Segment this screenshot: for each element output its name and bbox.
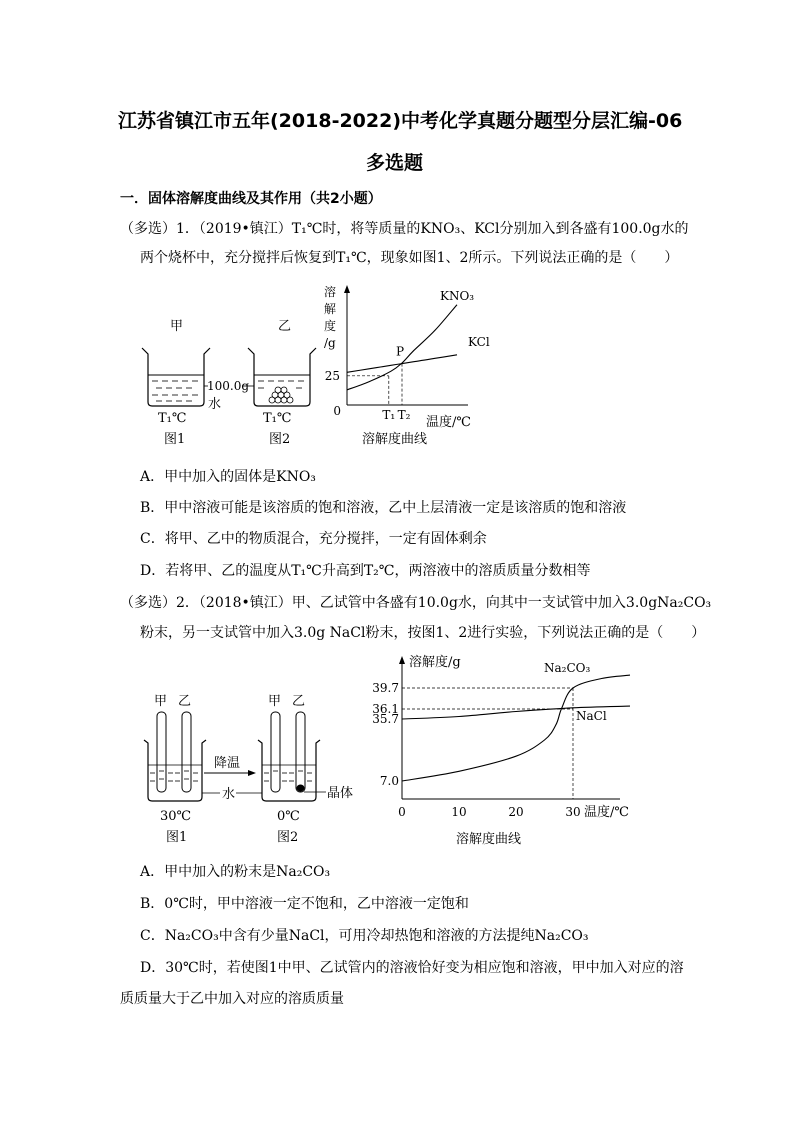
q1-water-amount-label: 100.0g: [207, 379, 250, 393]
page-title-line1: 江苏省镇江市五年(2018-2022)中考化学真题分题型分层汇编-06: [118, 110, 683, 132]
q2-y-tick-label: 39.7: [372, 681, 399, 695]
q2-option-c: C．Na₂CO₃中含有少量NaCl，可用冷却热饱和溶液的方法提纯Na₂CO₃: [140, 928, 589, 944]
q2-beaker-2: [258, 712, 320, 801]
q1-option-b: B．甲中溶液可能是该溶质的饱和溶液，乙中上层清液一定是该溶质的饱和溶液: [140, 500, 627, 516]
q2-option-a: A．甲中加入的粉末是Na₂CO₃: [140, 864, 331, 880]
q1-x-tick-t1: T₁: [382, 408, 396, 422]
section-heading: 一．固体溶解度曲线及其作用（共2小题）: [120, 191, 382, 207]
q2-x-tick-label: 20: [508, 805, 524, 819]
page-title-line2: 多选题: [366, 152, 424, 174]
q2-option-b: B．0℃时，甲中溶液一定不饱和，乙中溶液一定饱和: [140, 896, 469, 912]
q2-y-tick-label: 7.0: [379, 774, 399, 788]
q1-option-a: A．甲中加入的固体是KNO₃: [140, 469, 316, 485]
q1-y-axis-title-char: /g: [324, 336, 336, 350]
q1-legend-kcl: KCl: [468, 335, 490, 349]
q1-fig1-top-label: 甲: [170, 319, 184, 334]
q2-legend-na2co3: Na₂CO₃: [544, 661, 591, 675]
q1-stem-line2: 两个烧杯中，充分搅拌后恢复到T₁℃，现象如图1、2所示。下列说法正确的是（ ）: [140, 250, 679, 266]
q2-stem-line1: （多选）2．（2018•镇江）甲、乙试管中各盛有10.0g水，向其中一支试管中加入3.0gNa₂CO₃: [120, 595, 712, 611]
q2-x-tick-label: 10: [451, 805, 467, 819]
q2-fig1-caption: 图1: [166, 830, 188, 845]
q1-option-c: C．将甲、乙中的物质混合，充分搅拌，一定有固体剩余: [140, 531, 487, 547]
q2-fig2-yi-label: 乙: [292, 694, 306, 709]
q1-stem-line1: （多选）1．（2019•镇江）T₁℃时，将等质量的KNO₃、KCl分别加入到各盛有100.0g水的: [120, 221, 689, 237]
q1-origin-label: 0: [333, 404, 341, 418]
q2-fig2-caption: 图2: [277, 830, 299, 845]
q1-beaker-1: [142, 348, 210, 406]
q2-beaker-1: [144, 712, 206, 801]
q2-fig1-jia-label: 甲: [154, 694, 168, 709]
q2-option-d-line1: D．30℃时，若使图1中甲、乙试管内的溶液恰好变为相应饱和溶液，甲中加入对应的溶: [140, 960, 684, 976]
q1-point-p-label: P: [396, 344, 405, 359]
q2-x-axis-title: 温度/℃: [584, 805, 629, 820]
q2-y-tick-label: 35.7: [372, 712, 399, 726]
q1-fig1-caption: 图1: [164, 432, 186, 447]
q1-x-axis-title: 温度/℃: [426, 415, 471, 430]
q2-x-tick-label: 30: [565, 805, 581, 819]
q2-fig2-temp: 0℃: [277, 809, 300, 824]
q2-fig2-jia-label: 甲: [268, 694, 282, 709]
q1-water-label: 水: [208, 397, 222, 412]
q2-y-tick-label: 36.1: [372, 702, 399, 716]
q1-y-axis-title-char: 解: [324, 302, 337, 316]
q2-chart-caption: 溶解度曲线: [456, 832, 522, 847]
q2-option-d-line2: 质质量大于乙中加入对应的溶质质量: [120, 991, 344, 1007]
q2-cooling-label: 降温: [214, 756, 241, 771]
q2-solubility-chart: [360, 648, 660, 853]
q1-beaker-2: [248, 348, 316, 406]
q1-solubility-chart: [318, 280, 518, 450]
q1-y-tick-25: 25: [324, 368, 340, 383]
q1-y-axis-arrow: [344, 285, 350, 293]
q2-water-label: 水: [222, 787, 236, 802]
q2-crystal: [297, 785, 305, 792]
q2-legend-nacl: NaCl: [576, 709, 607, 723]
q1-fig1-temp: T₁℃: [158, 411, 187, 426]
q1-legend-kno3: KNO₃: [440, 289, 475, 303]
q1-beaker-figures: [128, 310, 328, 455]
q2-y-axis-title: 溶解度/g: [409, 655, 461, 670]
q1-y-axis-title-char: 度: [324, 319, 337, 333]
q2-fig1-yi-label: 乙: [178, 694, 192, 709]
q1-x-tick-t2: T₂: [397, 408, 411, 422]
q1-option-d: D．若将甲、乙的温度从T₁℃升高到T₂℃，两溶液中的溶质质量分数相等: [140, 563, 591, 579]
q2-series-na2co3-line: [402, 675, 630, 781]
q1-y-axis-title-char: 溶: [324, 285, 337, 299]
q2-stem-line2: 粉末，另一支试管中加入3.0g NaCl粉末，按图1、2进行实验，下列说法正确的是（ ）: [140, 625, 706, 641]
q1-chart-caption: 溶解度曲线: [362, 432, 428, 447]
q1-fig2-top-label: 乙: [278, 319, 292, 334]
q2-fig1-temp: 30℃: [160, 809, 192, 824]
q1-undissolved-solid: [269, 387, 293, 403]
q2-y-axis-arrow: [399, 656, 405, 664]
q1-fig2-caption: 图2: [269, 432, 291, 447]
q2-crystal-label: 晶体: [327, 786, 354, 801]
q2-x-tick-label: 0: [398, 805, 406, 819]
q1-fig2-temp: T₁℃: [263, 411, 292, 426]
q2-testtube-figures: [138, 685, 378, 850]
